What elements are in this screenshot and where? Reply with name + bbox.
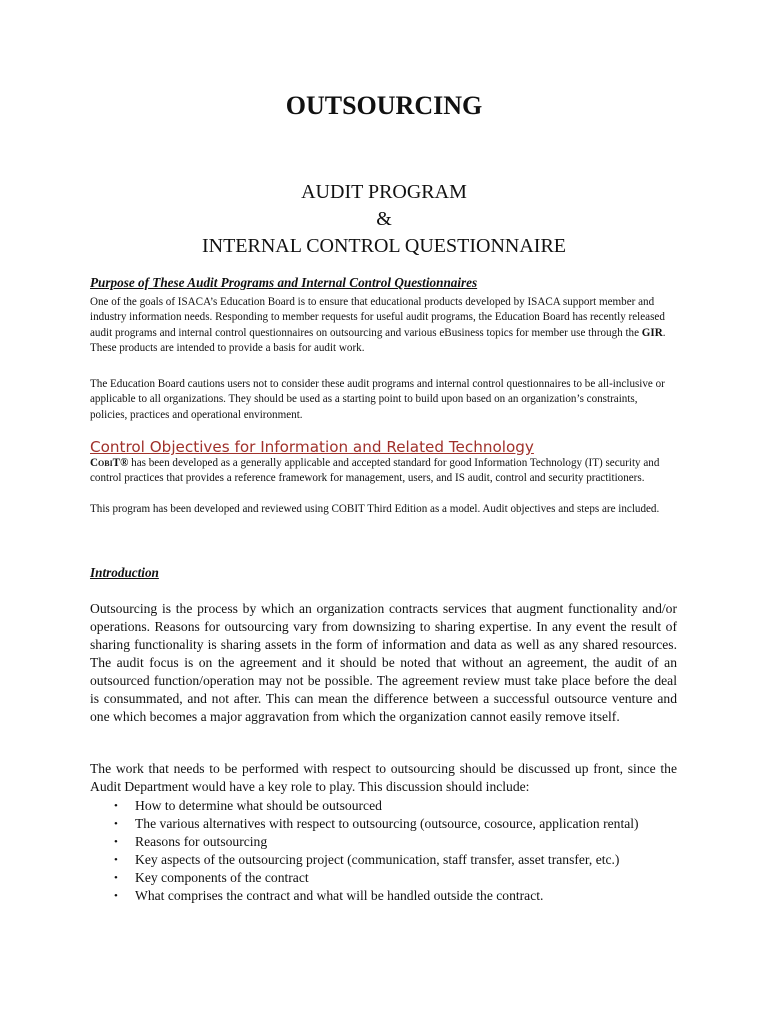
bullet-icon: •: [114, 872, 118, 884]
purpose-paragraph-2: The Education Board cautions users not to consider these audit programs and internal control questionnaires to be all-inclusive or applicable to all organizations. They should be used as a starting point to build upon based on an organization’s constraints, policies, practices and operational environment.: [90, 378, 665, 421]
introduction-paragraph-2: The work that needs to be performed with respect to outsourcing should be discussed up front, since the Audit Department would have a key role to play. This discussion should include:: [90, 761, 677, 794]
bullet-icon: •: [114, 836, 118, 848]
list-item: [90, 887, 677, 905]
list-item-text: Key components of the contract: [135, 870, 309, 885]
purpose-p1-text-b: . These products are intended to provide a basis for audit work.: [90, 326, 666, 354]
page-title: OUTSOURCING: [285, 91, 483, 120]
cobit-paragraph-2: This program has been developed and reviewed using COBIT Third Edition as a model. Audit objectives and steps are included.: [90, 503, 660, 515]
list-item: [90, 869, 677, 887]
purpose-heading: Purpose of These Audit Programs and Internal Control Questionnaires: [90, 275, 478, 290]
subtitle-audit-program: AUDIT PROGRAM: [301, 181, 467, 203]
bullet-icon: •: [114, 890, 118, 902]
purpose-paragraph-1: [90, 295, 674, 356]
subtitle-questionnaire: INTERNAL CONTROL QUESTIONNAIRE: [201, 235, 567, 257]
list-item-text: What comprises the contract and what will be handled outside the contract.: [135, 888, 544, 903]
cobit-paragraph-1: [90, 456, 674, 487]
bullet-icon: •: [114, 800, 118, 812]
introduction-paragraph-1: Outsourcing is the process by which an organization contracts services that augment functionality and/or operations. Reasons for outsourcing vary from downsizing to sharing expertise. In any event the result of sharing functionality is sharing assets in the form of information and data as well as any shared resources. The audit focus is on the agreement and it should be noted that without an agreement, the audit of an outsourced function/operation may not be possible. The agreement review must take place before the deal is consummated, and not after. This can mean the difference between a successful outsource venture and one which becomes a major aggravation from which the organization cannot easily remove itself.: [90, 601, 677, 724]
list-item: [90, 797, 677, 815]
cobit-p1-text: has been developed as a generally applicable and accepted standard for good Information Technology (IT) security and control practices that provides a reference framework for management, users, and IS audit, control and security practitioners.: [90, 457, 660, 485]
subtitle-ampersand: &: [376, 208, 392, 230]
purpose-p1-text-a: One of the goals of ISACA’s Education Board is to ensure that educational products developed by ISACA support member and industry information needs. Responding to member requests for useful audit programs, the Education Board has recently released audit programs and internal control questionnaires on outsourcing and various eBusiness topics for member use through the: [90, 296, 665, 339]
bullet-icon: •: [114, 818, 118, 830]
list-item: [90, 851, 677, 869]
list-item: [90, 833, 677, 851]
list-item-text: The various alternatives with respect to outsourcing (outsource, cosource, application rental): [135, 816, 639, 831]
list-item-text: How to determine what should be outsourced: [135, 798, 382, 813]
list-item-text: Key aspects of the outsourcing project (communication, staff transfer, asset transfer, etc.): [135, 852, 620, 867]
cobit-heading: Control Objectives for Information and Related Technology: [90, 438, 534, 456]
gir-label: GIR: [641, 326, 663, 339]
discussion-list: [90, 797, 677, 905]
list-item: [90, 815, 677, 833]
cobit-mark: CobiT®: [90, 457, 129, 469]
introduction-heading: Introduction: [90, 565, 159, 580]
bullet-icon: •: [114, 854, 118, 866]
list-item-text: Reasons for outsourcing: [135, 834, 268, 849]
